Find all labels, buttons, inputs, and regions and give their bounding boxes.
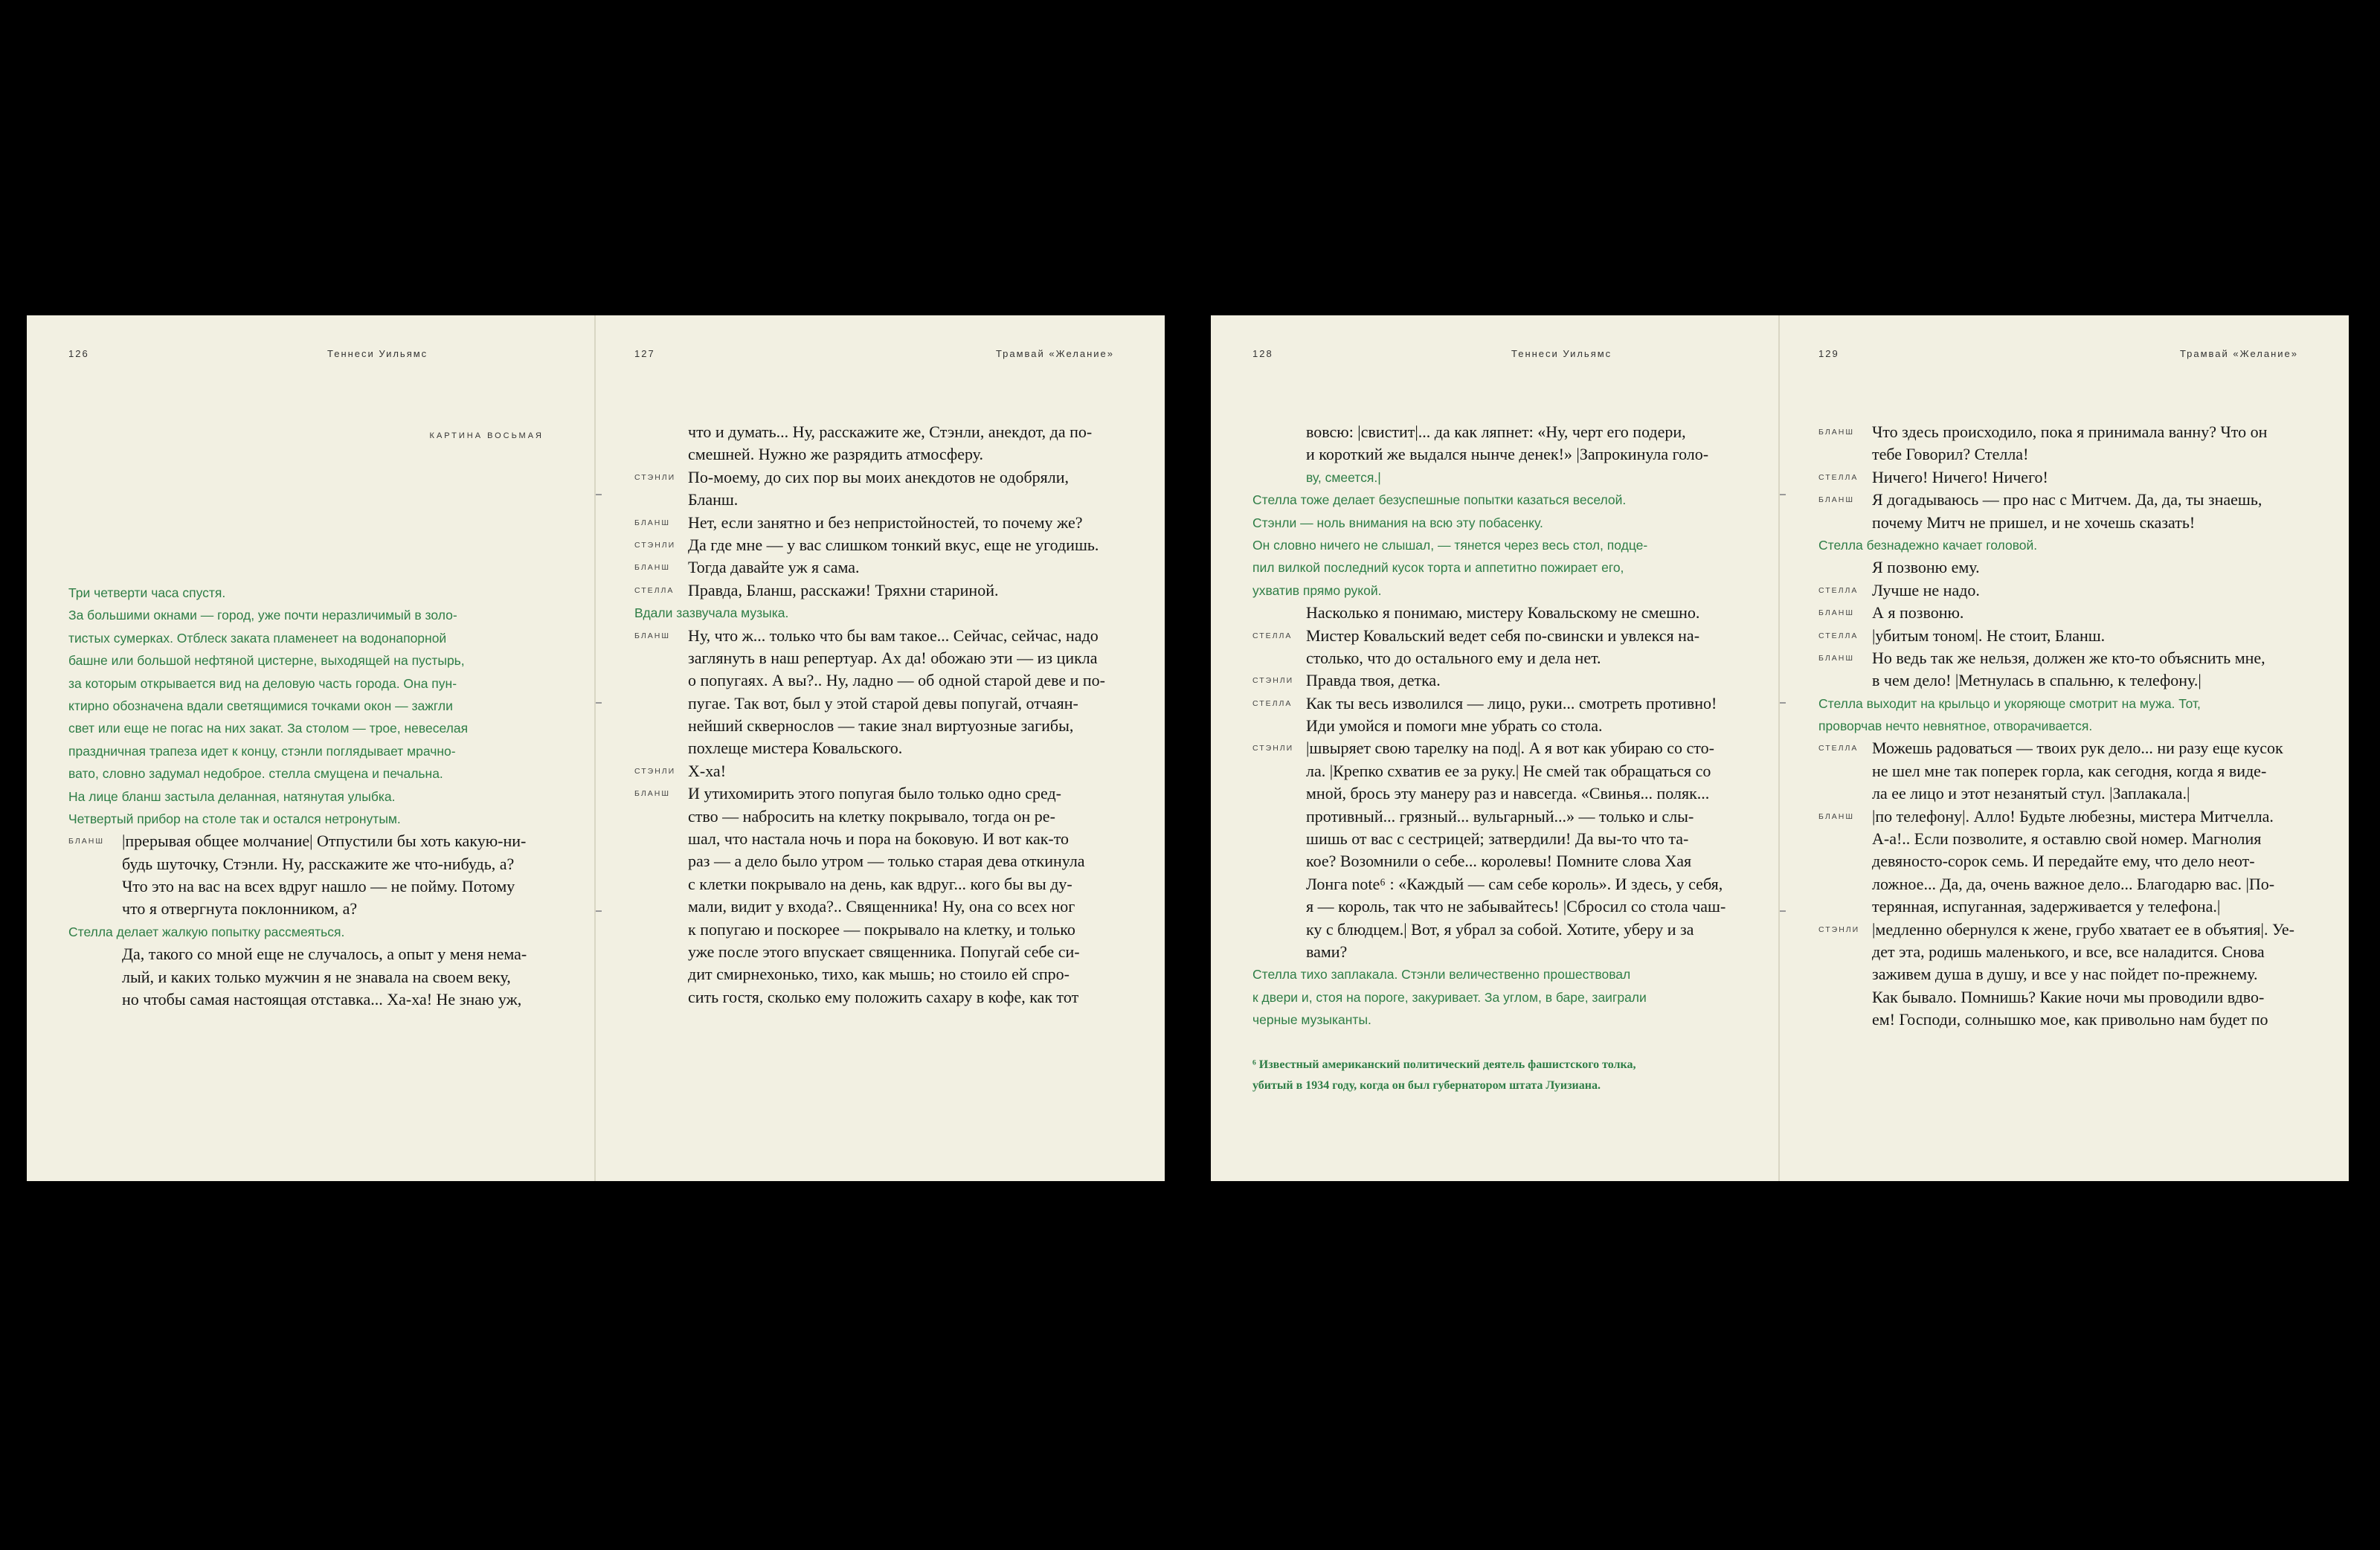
page-number: 127 [634,348,655,359]
text-line [1252,850,1749,872]
text-line [68,988,565,1011]
line-text: Лонга note⁶ : «Каждый — сам себе король». И здесь, у себя, [1306,874,1723,893]
line-text: почему Митч не пришел, и не хочешь сказать! [1872,512,2196,532]
line-text: заглянуть в наш репертуар. Ах да! обожаю эти — из цикла [688,648,1098,667]
text-line [1818,963,2316,985]
line-text: столько, что до остального ему и дела нет. [1306,648,1601,667]
text-line [634,737,1132,759]
line-text: Но ведь так же нельзя, должен же кто-то объяснить мне, [1872,648,2265,667]
page-128 [1211,315,1780,1181]
line-text: Три четверти часа спустя. [68,585,226,600]
line-text: тистых сумерках. Отблеск заката пламенеет на водонапорной [68,630,447,646]
stage-direction-line [68,785,565,808]
page-body [68,582,565,1011]
line-text: свет или еще не погас на них закат. За столом — трое, невеселая [68,721,469,736]
line-text: Да, такого со мной еще не случалось, а опыт у меня нема- [122,945,527,964]
stage-direction-line [68,604,565,626]
line-text: будь шуточку, Стэнли. Ну, расскажите же что-нибудь, а? [122,854,515,873]
line-text: ктирно обозначена вдали светящимися точками окон — зажгли [68,698,453,713]
fold-mark [596,494,602,495]
stage-direction-line [68,921,565,943]
line-text: Стелла тоже делает безуспешные попытки казаться веселой. [1252,492,1627,508]
line-text: Да где мне — у вас слишком тонкий вкус, еще не угодишь. [688,535,1099,554]
page-number: 126 [68,348,89,359]
text-line [634,715,1132,737]
line-text: не шел мне так поперек горла, как сегодня, когда я виде- [1872,761,2267,780]
line-text: Ну, что ж... только что бы вам такое... Сейчас, сейчас, надо [688,626,1099,645]
text-line [1252,782,1749,805]
stage-direction-line [68,740,565,762]
line-text: Нет, если занятно и без непристойностей, то почему же? [688,512,1083,532]
footnote-line: убитый в 1934 году, когда он был губернатором штата Луизиана. [1252,1079,1601,1092]
speaker-name: СТЕЛЛА [1818,744,1859,753]
page-body [1818,421,2316,1032]
line-text: шал, что настала ночь и пора на боковую. И вот как-то [688,829,1070,849]
speaker-name: СТЭНЛИ [634,472,676,482]
line-text: я — король, так что не забывайтесь! |Сбросил со стола чаш- [1306,897,1726,916]
line-text: девяносто-сорок семь. И передайте ему, что дело неот- [1872,852,2255,871]
line-text: к попугаю и поскорее — покрывало на клетку, и только [688,919,1075,939]
page-127 [596,315,1165,1181]
text-line [1818,760,2316,782]
line-text: ву, смеется.| [1306,469,1381,485]
text-line [634,805,1132,828]
line-text: что и думать... Ну, расскажите же, Стэнли, анекдот, да по- [688,422,1093,441]
text-line [1252,805,1749,828]
speech-line [1818,805,2316,828]
text-line [1252,421,1749,443]
speech-line [1252,625,1749,647]
text-line [1818,669,2316,692]
line-text: ство — набросить на клетку покрывало, тогда он ре- [688,806,1055,826]
speech-line [634,534,1132,556]
speech-line [634,466,1132,489]
stage-direction-line [68,627,565,649]
line-text: противный... грязный... вульгарный...» — только и слы- [1306,806,1694,826]
line-text: Стелла безнадежно качает головой. [1818,537,2038,553]
line-text: ложное... Да, да, очень важное дело... Благодарю вас. |По- [1872,874,2275,893]
stage-direction-line [68,695,565,717]
text-line [1252,647,1749,669]
line-text: Стелла выходит на крыльцо и укоряюще смотрит на мужа. Тот, [1818,695,2201,711]
speaker-name: БЛАНШ [68,837,104,846]
speaker-name: БЛАНШ [1818,653,1854,663]
line-text: Насколько я понимаю, мистеру Ковальскому не смешно. [1306,603,1700,623]
speaker-name: БЛАНШ [634,789,670,799]
line-text: черные музыканты. [1252,1012,1371,1028]
line-text: Как ты весь изволился — лицо, руки... смотреть противно! [1306,693,1717,713]
text-line [634,850,1132,872]
line-text: уже после этого впускает священника. Попугай себе си- [688,942,1080,961]
line-text: сить гостя, сколько ему положить сахару в кофе, как тот [688,987,1079,1006]
line-text: мной, брось эту манеру раз и навсегда. «Свинья... поляк... [1306,784,1710,803]
line-text: Х-ха! [688,761,727,780]
footnote [1252,1055,1636,1096]
stage-direction-line [634,602,1132,624]
line-text: ла ее лицо и этот незанятый стул. |Заплакала.| [1872,784,2190,803]
speech-line [68,830,565,852]
line-text: к двери и, стоя на пороге, закуривает. За углом, в баре, заиграли [1252,989,1647,1005]
line-text: Он словно ничего не слышал, — тянется через весь стол, подце- [1252,537,1648,553]
line-text: Бланш. [688,490,739,509]
page-body [634,421,1132,1009]
speech-line [1818,602,2316,624]
line-text: за которым открывается вид на деловую часть города. Она пун- [68,675,457,691]
speech-line [634,579,1132,602]
line-text: вато, словно задумал недоброе. стелла смущена и печальна. [68,766,443,782]
speaker-name: СТЭНЛИ [634,540,676,550]
text-line [1252,715,1749,737]
line-text: проворчав нечто невнятное, отворачивается. [1818,718,2093,734]
text-line [634,421,1132,443]
text-line [634,443,1132,466]
text-line [634,692,1132,715]
text-line [1818,828,2316,850]
stage-direction-line [1252,556,1749,579]
line-text: |медленно обернулся к жене, грубо хватает ее в объятия|. Уе- [1872,919,2294,939]
line-text: |прерывая общее молчание| Отпустили бы хоть какую-ни- [122,832,527,851]
text-line [68,898,565,920]
text-line [1818,986,2316,1009]
text-line [1252,760,1749,782]
speech-line [1818,421,2316,443]
line-text: ем! Господи, солнышко мое, как привольно нам будет по [1872,1010,2268,1029]
text-line [1818,1009,2316,1031]
line-text: Стелла делает жалкую попытку рассмеяться. [68,924,345,939]
line-text: шишь от вас с сестрицей; затвердили! Да вы-то что та- [1306,829,1689,849]
line-text: башне или большой нефтяной цистерне, выходящей на пустырь, [68,653,465,669]
line-text: тебе Говорил? Стелла! [1872,445,2029,464]
text-line [634,873,1132,895]
speech-line [1818,647,2316,669]
line-text: но чтобы самая настоящая отставка... Ха-ха! Не знаю уж, [122,990,522,1009]
line-text: похлеще мистера Ковальского. [688,739,903,758]
text-line [68,966,565,988]
line-text: Правда, Бланш, расскажи! Тряхни стариной. [688,580,999,599]
line-text: Иди умойся и помоги мне убрать со стола. [1306,716,1603,736]
text-line [1818,873,2316,895]
line-text: |швыряет свою тарелку на под|. А я вот как убираю со сто- [1306,739,1714,758]
page-129 [1780,315,2349,1181]
stage-direction-line [1252,489,1749,511]
line-text: вовсю: |свистит|... да как ляпнет: «Ну, черт его подери, [1306,422,1686,441]
scene-title: КАРТИНА ВОСЬМАЯ [429,431,544,440]
line-text: заживем душа в душу, и все у нас пойдет по-прежнему. [1872,965,2258,984]
line-text: За большими окнами — город, уже почти неразличимый в золо- [68,608,457,623]
line-text: Я позвоню ему. [1872,558,1980,577]
stage-direction-line [68,808,565,830]
line-text: вами? [1306,942,1348,961]
line-text: пугае. Так вот, был у этой старой девы попугай, отчаян- [688,693,1078,713]
line-text: По-моему, до сих пор вы моих анекдотов не одобряли, [688,467,1070,486]
line-text: Стэнли — ноль внимания на всю эту побасенку. [1252,515,1543,530]
line-text: дет эта, родишь маленького, и все, все наладится. Снова [1872,942,2265,961]
running-head: Теннеси Уильямс [1511,348,1612,359]
line-text: что я отвергнута поклонником, а? [122,899,358,919]
line-text: ку с блюдцем.| Вот, я убрал за собой. Хотите, уберу и за [1306,919,1694,939]
text-line [634,895,1132,918]
running-head: Трамвай «Желание» [2179,348,2298,359]
stage-direction-line [1252,963,1749,985]
speaker-name: СТЭНЛИ [1252,676,1294,686]
line-text: Мистер Ковальский ведет себя по-свински и увлекся на- [1306,626,1700,645]
speaker-name: СТЕЛЛА [1818,631,1859,640]
speaker-name: БЛАНШ [634,518,670,527]
speaker-name: СТЕЛЛА [634,585,675,595]
line-text: терянная, испуганная, задерживается у телефона.| [1872,897,2221,916]
fold-mark [596,910,602,912]
speech-line [1818,579,2316,602]
speaker-name: БЛАНШ [1818,428,1854,437]
fold-mark [1780,702,1786,704]
line-text: Стелла тихо заплакала. Стэнли величественно прошествовал [1252,967,1631,983]
speaker-name: БЛАНШ [1818,495,1854,505]
stage-direction-line [68,672,565,695]
speaker-name: БЛАНШ [634,631,670,640]
book-spread-right [1211,315,2349,1181]
text-line [1818,850,2316,872]
page-number: 129 [1818,348,1839,359]
line-text: Что здесь происходило, пока я принимала ванну? Что он [1872,422,2268,441]
stage-direction-line [1818,534,2316,556]
line-text: Можешь радоваться — твоих рук дело... ни разу еще кусок [1872,739,2283,758]
line-text: И утихомирить этого попугая было только одно сред- [688,784,1061,803]
text-line [1252,895,1749,918]
text-line [1818,512,2316,534]
line-text: о попугаях. А вы?.. Ну, ладно — об одной старой деве и по- [688,671,1106,690]
running-head: Теннеси Уильямс [327,348,428,359]
speech-line [1818,466,2316,489]
line-text: На лице бланш застыла деланная, натянутая улыбка. [68,788,396,804]
stage-direction-line [1818,715,2316,737]
stage-direction-line [68,582,565,604]
stage-direction-line [1252,534,1749,556]
page-body [1252,421,1749,1032]
line-text: Четвертый прибор на столе так и остался нетронутым. [68,811,401,826]
text-line [1252,443,1749,466]
line-text: пил вилкой последний кусок торта и аппетитно пожирает его, [1252,560,1624,576]
text-line [68,853,565,875]
text-line [68,875,565,898]
footnote-line: ⁶ Известный американский политический деятель фашистского толка, [1252,1058,1636,1071]
speaker-name: СТЭНЛИ [1252,744,1294,753]
page-header [1780,348,2349,366]
line-text: А-а!.. Если позволите, я оставлю свой номер. Магнолия [1872,829,2262,849]
line-text: и короткий же выдался нынче денек!» |Запрокинула голо- [1306,445,1709,464]
text-line [634,489,1132,511]
fold-mark [1780,494,1786,495]
text-line [1818,941,2316,963]
speaker-name: БЛАНШ [1818,608,1854,618]
running-head: Трамвай «Желание» [995,348,1114,359]
line-text: с клетки покрывало на день, как вдруг... кого бы вы ду- [688,874,1072,893]
text-line [1818,556,2316,579]
speech-line [1818,737,2316,759]
line-text: Как бывало. Помнишь? Какие ночи мы проводили вдво- [1872,987,2265,1006]
speaker-name: БЛАНШ [634,563,670,573]
speech-line [1252,692,1749,715]
line-text: Что это на вас на всех вдруг нашло — не пойму. Потому [122,877,515,896]
line-text: Вдали зазвучала музыка. [634,605,789,621]
text-line [68,943,565,965]
text-line [1252,919,1749,941]
text-line [634,919,1132,941]
text-line [634,828,1132,850]
speech-line [1818,919,2316,941]
page-number: 128 [1252,348,1273,359]
speech-line [634,625,1132,647]
line-text: Я догадываюсь — про нас с Митчем. Да, да, ты знаешь, [1872,490,2262,509]
stage-direction-line [1252,986,1749,1009]
stage-direction-line [1252,579,1749,602]
line-text: Тогда давайте уж я сама. [688,558,860,577]
stage-direction-line [68,762,565,785]
line-text: дит смирнехонько, тихо, как мышь; но стоило ей спро- [688,965,1070,984]
speech-line [634,760,1132,782]
text-line [634,941,1132,963]
text-line [1252,602,1749,624]
speaker-name: СТЕЛЛА [1252,698,1293,708]
line-text: смешней. Нужно же разрядить атмосферу. [688,445,983,464]
line-text: ла. |Крепко схватив ее за руку.| Не смей так обращаться со [1306,761,1711,780]
speech-line [1818,489,2316,511]
line-text: |убитым тоном|. Не стоит, Бланш. [1872,626,2106,645]
text-line [634,647,1132,669]
speech-line [1252,669,1749,692]
line-text: нейший сквернослов — такие знал виртуозные загибы, [688,716,1074,736]
page-header [27,348,594,366]
stage-direction-line [1252,512,1749,534]
fold-mark [596,702,602,704]
text-line [1818,895,2316,918]
stage-direction-line [1818,692,2316,715]
page-header [596,348,1165,366]
text-line [1252,873,1749,895]
speaker-name: БЛАНШ [1818,811,1854,821]
page-header [1211,348,1778,366]
speaker-name: СТЭНЛИ [1818,924,1860,934]
line-text: Ничего! Ничего! Ничего! [1872,467,2048,486]
text-line [1252,941,1749,963]
line-text: праздничная трапеза идет к концу, стэнли поглядывает мрачно- [68,743,456,759]
line-text: А я позвоню. [1872,603,1964,623]
page-126 [27,315,596,1181]
line-text: кое? Возомнили о себе... королевы! Помните слова Хая [1306,852,1692,871]
speech-line [1818,625,2316,647]
text-line [634,669,1132,692]
line-text: ухватив прямо рукой. [1252,582,1382,598]
speech-line [634,556,1132,579]
speaker-name: СТЭНЛИ [634,766,676,776]
speaker-name: СТЕЛЛА [1252,631,1293,640]
speech-line [1252,737,1749,759]
fold-mark [1780,910,1786,912]
speech-line [634,782,1132,805]
speech-line [634,512,1132,534]
line-text: Лучше не надо. [1872,580,1980,599]
line-text: раз — а дело было утром — только старая дева откинула [688,852,1085,871]
line-text: мали, видит у входа?.. Священника! Ну, она со всех ног [688,897,1075,916]
line-text: лый, и каких только мужчин я не знавала на своем веку, [122,967,511,986]
text-line [634,963,1132,985]
speaker-name: СТЕЛЛА [1818,472,1859,482]
speaker-name: СТЕЛЛА [1818,585,1859,595]
stage-direction-line [1252,1009,1749,1031]
text-line [1252,828,1749,850]
line-text: в чем дело! |Метнулась в спальню, к телефону.| [1872,671,2202,690]
line-text: |по телефону|. Алло! Будьте любезны, мистера Митчелла. [1872,806,2274,826]
line-text: Правда твоя, детка. [1306,671,1441,690]
text-line [1818,782,2316,805]
text-line [1818,443,2316,466]
text-line [634,986,1132,1009]
book-spread-left [27,315,1165,1181]
stage-direction-line [68,717,565,739]
stage-direction-line [68,649,565,672]
stage-direction-line [1252,466,1749,489]
